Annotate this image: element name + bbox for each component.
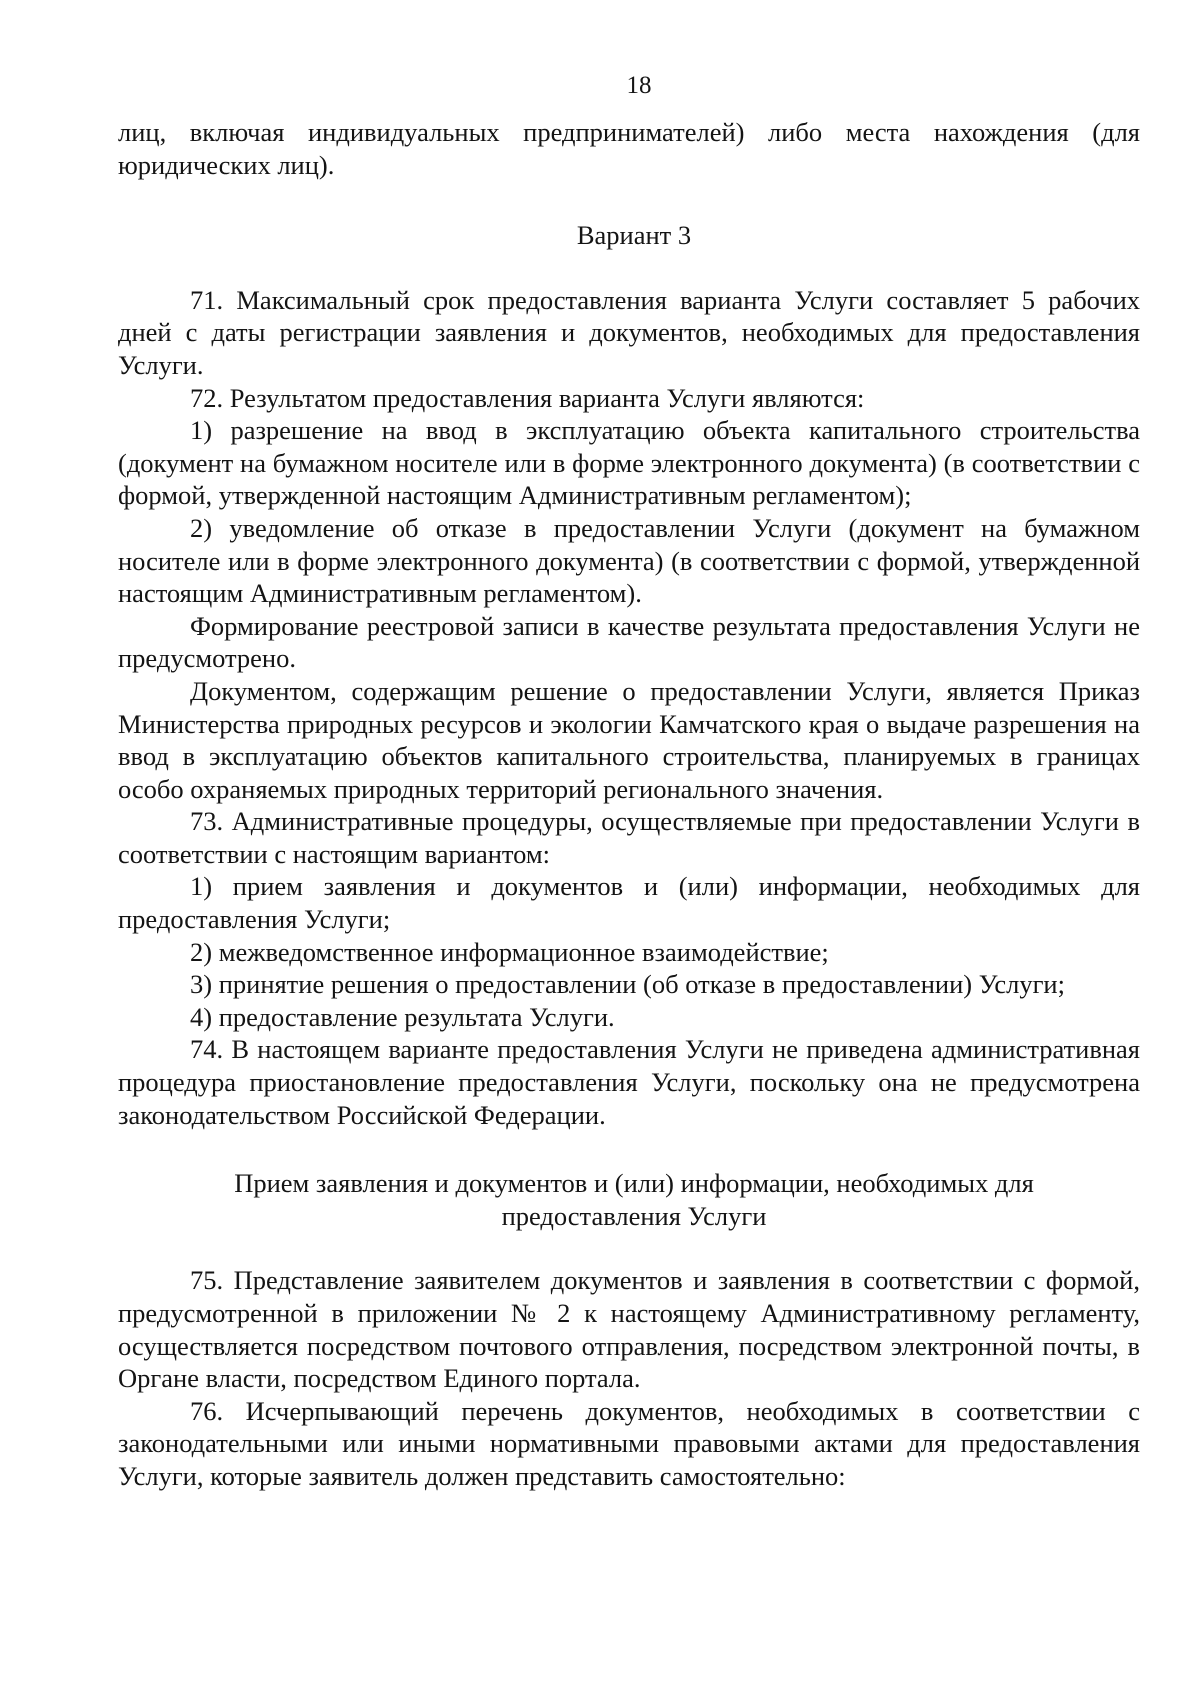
paragraph-registry-record: Формирование реестровой записи в качестве результата предоставления Услуги не предусмотрено. [118, 610, 1140, 674]
paragraph-72: 72. Результатом предоставления варианта Услуги являются: [190, 382, 865, 413]
paragraph-71: 71. Максимальный срок предоставления варианта Услуги составляет 5 рабочих дней с даты регистрации заявления и документов, необходимых для предоставления Услуги. [118, 284, 1140, 380]
list-item-73-2: 2) межведомственное информационное взаимодействие; [190, 936, 829, 967]
paragraph-decision-document: Документом, содержащим решение о предоставлении Услуги, является Приказ Министерства природных ресурсов и экологии Камчатского края о выдаче разрешения на ввод в эксплуатацию объектов капитального строительства, планируемых в границах особо охраняемых природных территорий регионального значения. [118, 675, 1140, 804]
variant-heading: Вариант 3 [576, 220, 692, 251]
section-heading-line-1: Прием заявления и документов и (или) информации, необходимых для [234, 1168, 1034, 1199]
list-item-73-1: 1) прием заявления и документов и (или) информации, необходимых для предоставления Услуги; [118, 871, 1140, 935]
continuation-paragraph: лиц, включая индивидуальных предпринимателей) либо места нахождения (для юридических лиц). [118, 117, 1140, 180]
section-heading [118, 1167, 1140, 1232]
paragraph-76: 76. Исчерпывающий перечень документов, необходимых в соответствии с законодательными или иными нормативными правовыми актами для предоставления Услуги, которые заявитель должен представить самостоятельно: [118, 1395, 1140, 1491]
paragraph-74: 74. В настоящем варианте предоставления Услуги не приведена административная процедура приостановление предоставления Услуги, поскольку она не предусмотрена законодательством Российской Федерации. [118, 1034, 1140, 1130]
variant-body [118, 284, 1140, 1131]
list-item-72-2: 2) уведомление об отказе в предоставлении Услуги (документ на бумажном носителе или в форме электронного документа) (в соответствии с формой, утвержденной настоящим Административным регламентом). [118, 512, 1140, 609]
paragraph-75: 75. Представление заявителем документов и заявления в соответствии с формой, предусмотренной в приложении № 2 к настоящему Административному регламенту, осуществляется посредством почтового отправления, посредством электронной почты, в Органе власти, посредством Единого портала. [118, 1265, 1140, 1394]
paragraph-73: 73. Административные процедуры, осуществляемые при предоставлении Услуги в соответствии с настоящим вариантом: [118, 806, 1140, 869]
section-heading-line-2: предоставления Услуги [501, 1200, 767, 1231]
page-number: 18 [626, 72, 652, 99]
list-item-73-3: 3) принятие решения о предоставлении (об отказе в предоставлении) Услуги; [190, 969, 1065, 1000]
section-body [118, 1264, 1140, 1492]
list-item-72-1: 1) разрешение на ввод в эксплуатацию объекта капитального строительства (документ на бумажном носителе или в форме электронного документа) (в соответствии с формой, утвержденной настоящим Административным регламентом); [118, 415, 1140, 511]
list-item-73-4: 4) предоставление результата Услуги. [190, 1001, 615, 1032]
